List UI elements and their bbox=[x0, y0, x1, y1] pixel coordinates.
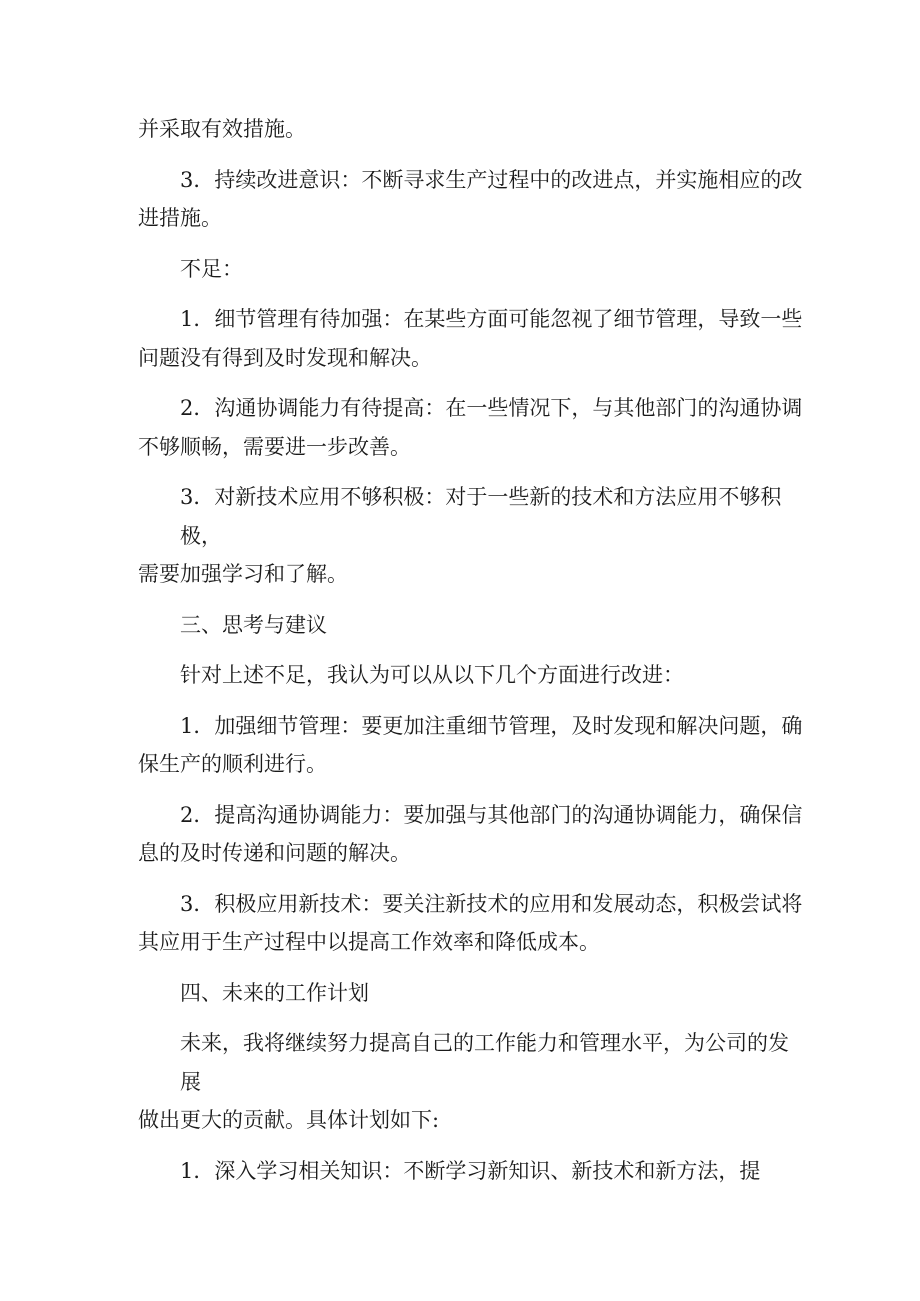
section-heading-future-plan bbox=[138, 974, 808, 1013]
paragraph-suggestion-3 bbox=[138, 885, 808, 962]
text-line: 3．持续改进意识：不断寻求生产过程中的改进点，并实施相应的改 bbox=[180, 167, 803, 192]
text-line: 问题没有得到及时发现和解决。 bbox=[138, 345, 432, 370]
text-line: 1．加强细节管理：要更加注重细节管理，及时发现和解决问题，确 bbox=[180, 713, 803, 738]
paragraph-shortcoming-2 bbox=[138, 389, 808, 466]
paragraph-improvement-intro bbox=[138, 656, 808, 695]
paragraph-continuation bbox=[138, 110, 808, 149]
text-line: 不足： bbox=[180, 256, 243, 281]
text-line: 需要加强学习和了解。 bbox=[138, 562, 348, 586]
paragraph-plan-1 bbox=[138, 1152, 808, 1191]
paragraph-suggestion-2 bbox=[138, 796, 808, 873]
paragraph-strength-3 bbox=[138, 161, 808, 238]
paragraph-suggestion-1 bbox=[138, 707, 808, 784]
text-line: 1．细节管理有待加强：在某些方面可能忽视了细节管理，导致一些 bbox=[180, 307, 803, 331]
text-line: 四、未来的工作计划 bbox=[180, 980, 369, 1005]
text-line: 2．沟通协调能力有待提高：在一些情况下，与其他部门的沟通协调 bbox=[180, 396, 803, 420]
text-line: 并采取有效措施。 bbox=[138, 117, 306, 141]
document-body bbox=[138, 110, 808, 1190]
paragraph-shortcoming-1 bbox=[138, 300, 808, 377]
text-line: 做出更大的贡献。具体计划如下: bbox=[138, 1108, 440, 1132]
paragraph-future-intro bbox=[138, 1024, 808, 1140]
text-line: 3．积极应用新技术：要关注新技术的应用和发展动态，积极尝试将 bbox=[180, 891, 803, 916]
paragraph-shortcoming-3 bbox=[138, 478, 808, 594]
section-heading-reflection bbox=[138, 606, 808, 645]
text-line: 未来，我将继续努力提高自己的工作能力和管理水平，为公司的发展 bbox=[180, 1031, 789, 1094]
text-line: 1．深入学习相关知识：不断学习新知识、新技术和新方法，提 bbox=[180, 1158, 761, 1183]
text-line: 其应用于生产过程中以提高工作效率和降低成本。 bbox=[138, 930, 600, 954]
text-line: 针对上述不足，我认为可以从以下几个方面进行改进： bbox=[180, 663, 684, 687]
text-line: 息的及时传递和问题的解决。 bbox=[138, 841, 411, 865]
text-line: 三、思考与建议 bbox=[180, 612, 327, 637]
text-line: 进措施。 bbox=[138, 206, 222, 230]
text-line: 保生产的顺利进行。 bbox=[138, 752, 327, 776]
text-line: 3．对新技术应用不够积极：对于一些新的技术和方法应用不够积极， bbox=[180, 485, 782, 548]
text-line: 2．提高沟通协调能力：要加强与其他部门的沟通协调能力，确保信 bbox=[180, 802, 803, 827]
section-label-shortcomings bbox=[138, 250, 808, 289]
text-line: 不够顺畅，需要进一步改善。 bbox=[138, 434, 411, 459]
